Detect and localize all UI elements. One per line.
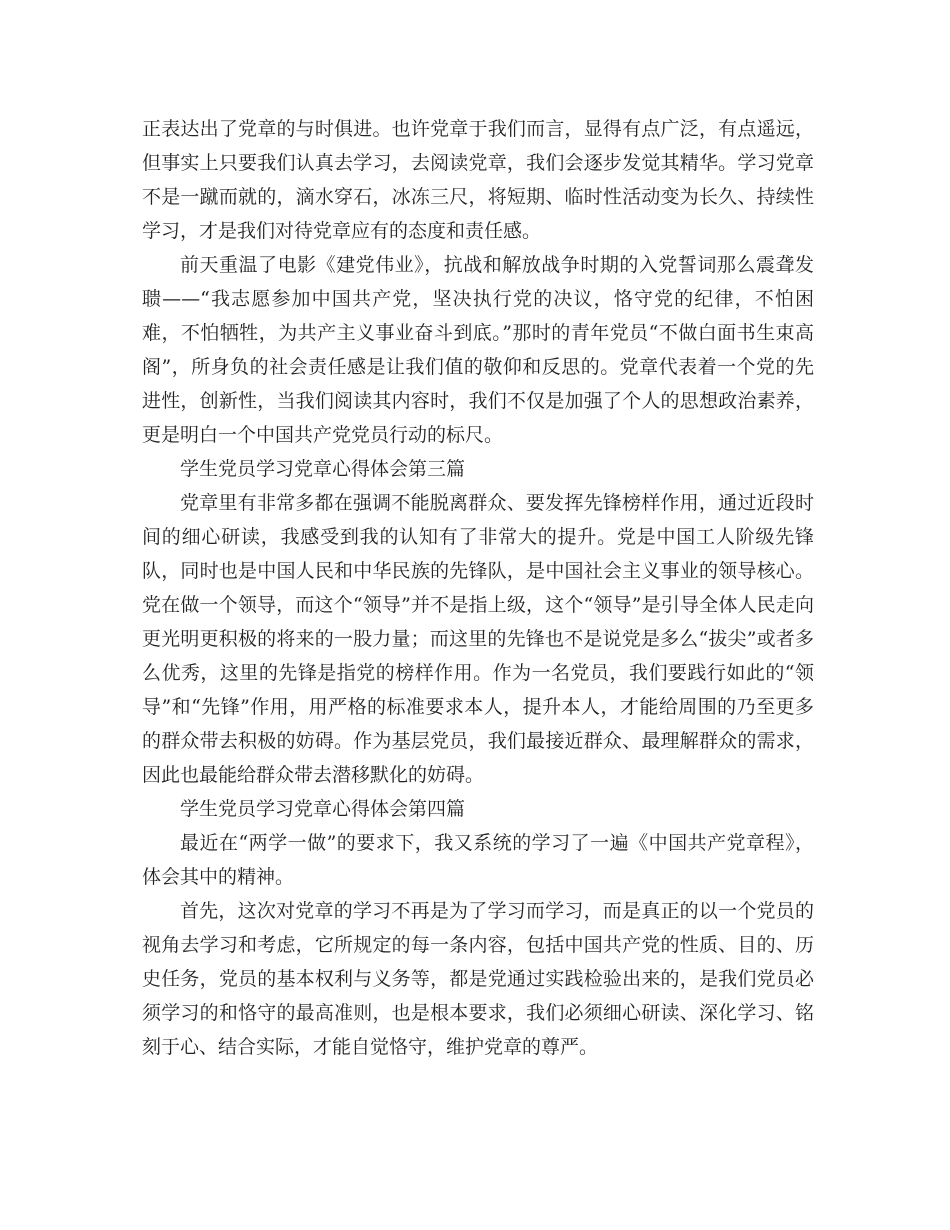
section-heading-third: 学生党员学习党章心得体会第三篇 (180, 458, 466, 480)
paragraph-film-reflection: 前天重温了电影《建党伟业》，抗战和解放战争时期的入党誓词那么震聋发聩——“我志愿参加中国共产党，坚决执行党的决议，恪守党的纪律，不怕困难，不怕牺牲，为共产主义事业奋斗到底。”那时的青年党员“不做白面书生束高阁”，所身负的社会责任感是让我们值的敬仰和反思的。党章代表着一个党的先进性，创新性，当我们阅读其内容时，我们不仅是加强了个人的思想政治素养，更是明白一个中国共产党党员行动的标尺。 (142, 254, 814, 446)
document-page (142, 112, 814, 1064)
paragraph-first-point: 首先，这次对党章的学习不再是为了学习而学习，而是真正的以一个党员的视角去学习和考虑，它所规定的每一条内容，包括中国共产党的性质、目的、历史任务，党员的基本权利与义务等，都是党通过实践检验出来的，是我们党员必须学习的和恪守的最高准则，也是根本要求，我们必须细心研读、深化学习、铭刻于心、结合实际，才能自觉恪守，维护党章的尊严。 (142, 900, 814, 1058)
paragraph-two-studies: 最近在“两学一做”的要求下，我又系统的学习了一遍《中国共产党章程》，体会其中的精神。 (142, 832, 814, 888)
section-heading-fourth: 学生党员学习党章心得体会第四篇 (180, 798, 466, 820)
paragraph-vanguard: 党章里有非常多都在强调不能脱离群众、要发挥先锋榜样作用，通过近段时间的细心研读，我感受到我的认知有了非常大的提升。党是中国工人阶级先锋队，同时也是中国人民和中华民族的先锋队，是中国社会主义事业的领导核心。党在做一个领导，而这个“领导”并不是指上级，这个“领导”是引导全体人民走向更光明更积极的将来的一股力量；而这里的先锋也不是说党是多么“拔尖”或者多么优秀，这里的先锋是指党的榜样作用。作为一名党员，我们要践行如此的“领导”和“先锋”作用，用严格的标准要求本人，提升本人，才能给周围的乃至更多的群众带去积极的妨碍。作为基层党员，我们最接近群众、最理解群众的需求，因此也最能给群众带去潜移默化的妨碍。 (142, 492, 814, 786)
paragraph-continuation: 正表达出了党章的与时俱进。也许党章于我们而言，显得有点广泛，有点遥远，但事实上只要我们认真去学习，去阅读党章，我们会逐步发觉其精华。学习党章不是一蹴而就的，滴水穿石，冰冻三尺，将短期、临时性活动变为长久、持续性学习，才是我们对待党章应有的态度和责任感。 (142, 118, 814, 242)
